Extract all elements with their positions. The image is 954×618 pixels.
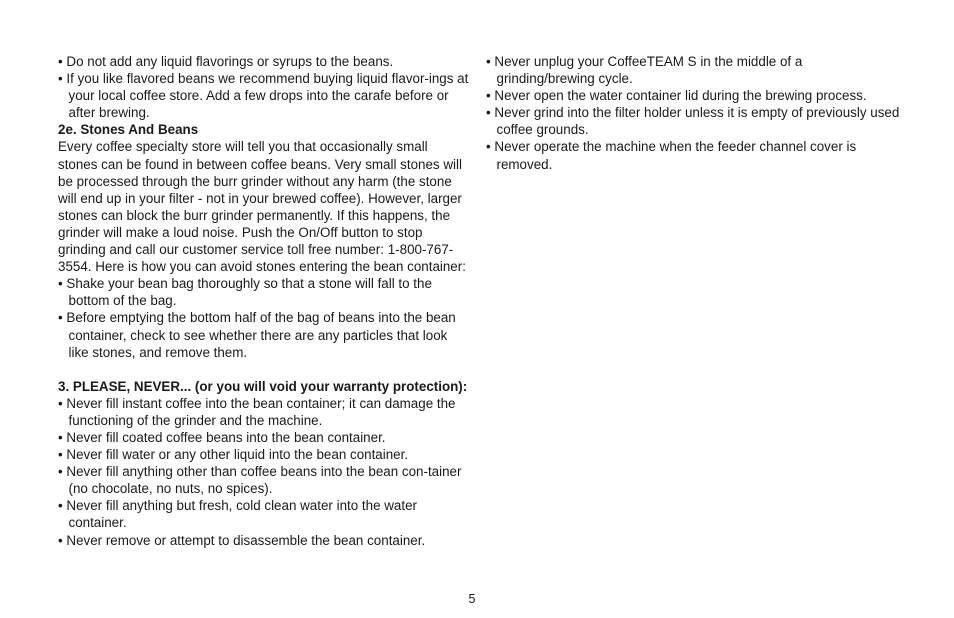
stones-heading: 2e. Stones And Beans [58,122,199,138]
page-number: 5 [468,592,476,606]
stones-bullet: • Before emptying the bottom half of the bag of beans into the bean container, check to see whether there are any particles that look like stones, and remove them. [58,310,456,360]
flavor-bullet: • If you like flavored beans we recommend buying liquid flavor-ings at your local coffee store. Add a few drops into the carafe before or after brewing. [58,71,469,121]
never-bullet: • Never unplug your CoffeeTEAM S in the middle of a grinding/brewing cycle. [486,54,803,87]
section-spacer [58,361,470,378]
right-column [486,53,901,173]
never-bullet: • Never grind into the filter holder unless it is empty of previously used coffee grounds. [486,105,900,138]
left-column [58,53,470,549]
never-heading: 3. PLEASE, NEVER... (or you will void your warranty protection): [58,378,468,394]
stones-paragraph: Every coffee specialty store will tell you that occasionally small stones can be found in between coffee beans. Very small stones will be processed through the burr grinder without any harm (the stone will end up in your filter - not in your brewed coffee). However, larger stones can block the burr grinder permanently. If this happens, the grinder will make a loud noise. Push the On/Off button to stop grinding and call our customer service toll free number: 1-800-767-3554. Here is how you can avoid stones entering the bean container: [58,139,466,275]
never-bullet: • Never operate the machine when the feeder channel cover is removed. [486,139,857,172]
stones-bullet: • Shake your bean bag thoroughly so that a stone will fall to the bottom of the bag. [58,276,432,309]
never-bullet: • Never fill anything other than coffee beans into the bean con-tainer (no chocolate, no nuts, no spices). [58,464,462,497]
never-bullet: • Never fill instant coffee into the bean container; it can damage the functioning of the grinder and the machine. [58,395,456,428]
never-bullet: • Never fill water or any other liquid into the bean container. [58,447,409,463]
never-bullet: • Never remove or attempt to disassemble the bean container. [58,532,426,548]
never-bullet: • Never fill anything but fresh, cold clean water into the water container. [58,498,417,531]
never-bullet: • Never open the water container lid during the brewing process. [486,88,867,104]
never-bullet: • Never fill coated coffee beans into the bean container. [58,429,386,445]
flavor-bullet: • Do not add any liquid flavorings or syrups to the beans. [58,54,394,69]
